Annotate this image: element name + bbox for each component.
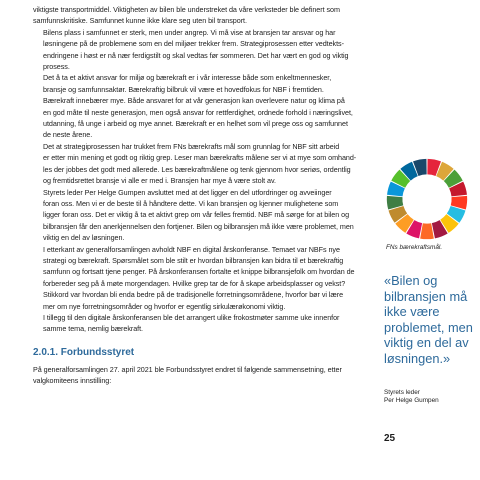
wheel-caption: FNs bærekraftsmål. <box>386 244 443 251</box>
sdg-wheel-icon <box>386 158 468 240</box>
text-line: utdanning, få unge i arbeid og mye annet. Bærekraft er en helhet som vil prege oss og samfunnet <box>43 119 348 129</box>
text-line: er etter min mening et godt og riktig grep. Leser man bærekrafts målene ser vi at mye som omhand- <box>43 153 357 163</box>
text-line: prosess. <box>43 62 70 72</box>
text-line: strategi og bærekraft. Spørsmålet som ble stilt er hvordan bilbransjen kan bidra til et bærekraftig <box>43 255 344 265</box>
paragraph <box>33 72 363 140</box>
text-line: bilbransjen får den anerkjennelsen den fortjener. Bilen og bilbransjen må ikke være problemet, men <box>43 221 354 231</box>
text-line: mer om nye forretningsområder og hvorfor er egentlig sirkulærøkonomi viktig. <box>43 301 286 311</box>
pull-quote: «Bilen og bilbransjen må ikke være problemet, men viktig en del av løsningen.» <box>384 273 473 366</box>
attribution-name: Per Helge Gumpen <box>384 397 439 405</box>
text-line: Bilens plass i samfunnet er sterk, men under angrep. Vi må vise at bransjen tar ansvar og har <box>43 27 336 37</box>
text-line: viktig en del av løsningen. <box>43 233 125 243</box>
text-line: og fremtidsrettet bransje vi alle er med i. Bransjen har mye å være stolt av. <box>43 176 276 186</box>
text-line: de neste årene. <box>43 130 93 140</box>
text-line: løsningene på de problemene som en del miljøer trekker frem. Strategiprosessen etter vedtekts- <box>43 39 344 49</box>
text-line: valgkomiteens innstilling: <box>33 376 112 386</box>
text-line: forbereder seg på å møte morgendagen. Hvilke grep tar de for å skape arbeidsplasser og vekst? <box>43 278 346 288</box>
attribution-role: Styrets leder <box>384 389 420 396</box>
text-line: Bærekraft innebærer mye. Både ansvaret for at vår generasjon kan overlevere natur og klima på <box>43 96 345 106</box>
quote-attribution <box>384 389 476 406</box>
text-line: Stikkord var hvordan bli enda bedre på de tradisjonelle forretningsområdene, hvorfor bør vi lære <box>43 290 344 300</box>
paragraph <box>33 244 363 312</box>
paragraph <box>33 27 363 73</box>
text-line: Det å ta et aktivt ansvar for miljø og bærekraft er i vår interesse både som enkeltmennesker, <box>43 73 332 83</box>
paragraph <box>33 187 363 244</box>
paragraph <box>33 4 363 27</box>
main-text-column <box>33 4 363 387</box>
text-line: endringene i høst er nå nær ferdigstilt og skal vedtas før sommeren. Det har vært en god og viktig <box>43 50 349 60</box>
text-line: Det at strategiprosessen har trukket frem FNs bærekrafts mål som grunnlag for NBF sitt arbeid <box>43 141 340 151</box>
text-line: Styrets leder Per Helge Gumpen avsluttet med at det ligger en del utfordringer og avveiinger <box>43 187 332 197</box>
paragraph <box>33 141 363 187</box>
text-line: På generalforsamlingen 27. april 2021 ble Forbundsstyret endret til følgende sammensetning, etter <box>33 364 342 374</box>
page-number: 25 <box>384 433 396 444</box>
text-line: en god måte til neste generasjon, men også ansvar for rettferdighet, ordnede forhold i næringslivet, <box>43 107 353 117</box>
text-line: ligger foran oss. Det er viktig å ta et aktivt grep om vår felles fremtid. NBF må sørge for at bilen og <box>43 210 350 220</box>
paragraph <box>33 312 363 335</box>
text-line: bransje og samfunnsaktør. Bærekraftig bilbruk vil være et hovedfokus for NBF i fremtiden. <box>43 84 324 94</box>
text-line: samfunn og fortsatt tjene penger. På årskonferansen fortalte et knippe bilbransjefolk om hvordan de <box>43 267 355 277</box>
text-line: les der jobbes det godt med allerede. Les bærekraftmålene og tenk gjennom hvor seriøs, ordentlig <box>43 164 351 174</box>
section-heading: 2.0.1. Forbundsstyret <box>33 346 135 358</box>
paragraph <box>33 364 363 387</box>
sdg-wheel-segment <box>420 223 434 239</box>
text-line: I etterkant av generalforsamlingen avholdt NBF en digital årskonferanse. Temaet var NBFs nye <box>43 244 340 254</box>
text-line: samme tema, nemlig bærekraft. <box>43 324 144 334</box>
text-line: samfunnskritiske. Samfunnet kunne ikke klare seg uten bil transport. <box>33 16 247 26</box>
text-line: viktigste transportmiddel. Viktigheten av bilen ble understreket da våre verksteder ble definert som <box>33 5 340 14</box>
text-line: I tillegg til den digitale årskonferansen ble det arrangert ulike frokostmøter samme uke innenfor <box>43 312 340 322</box>
text-line: foran oss. Men vi er de beste til å håndtere dette. Vi kan bransjen og kjenner mulighetene som <box>43 198 339 208</box>
